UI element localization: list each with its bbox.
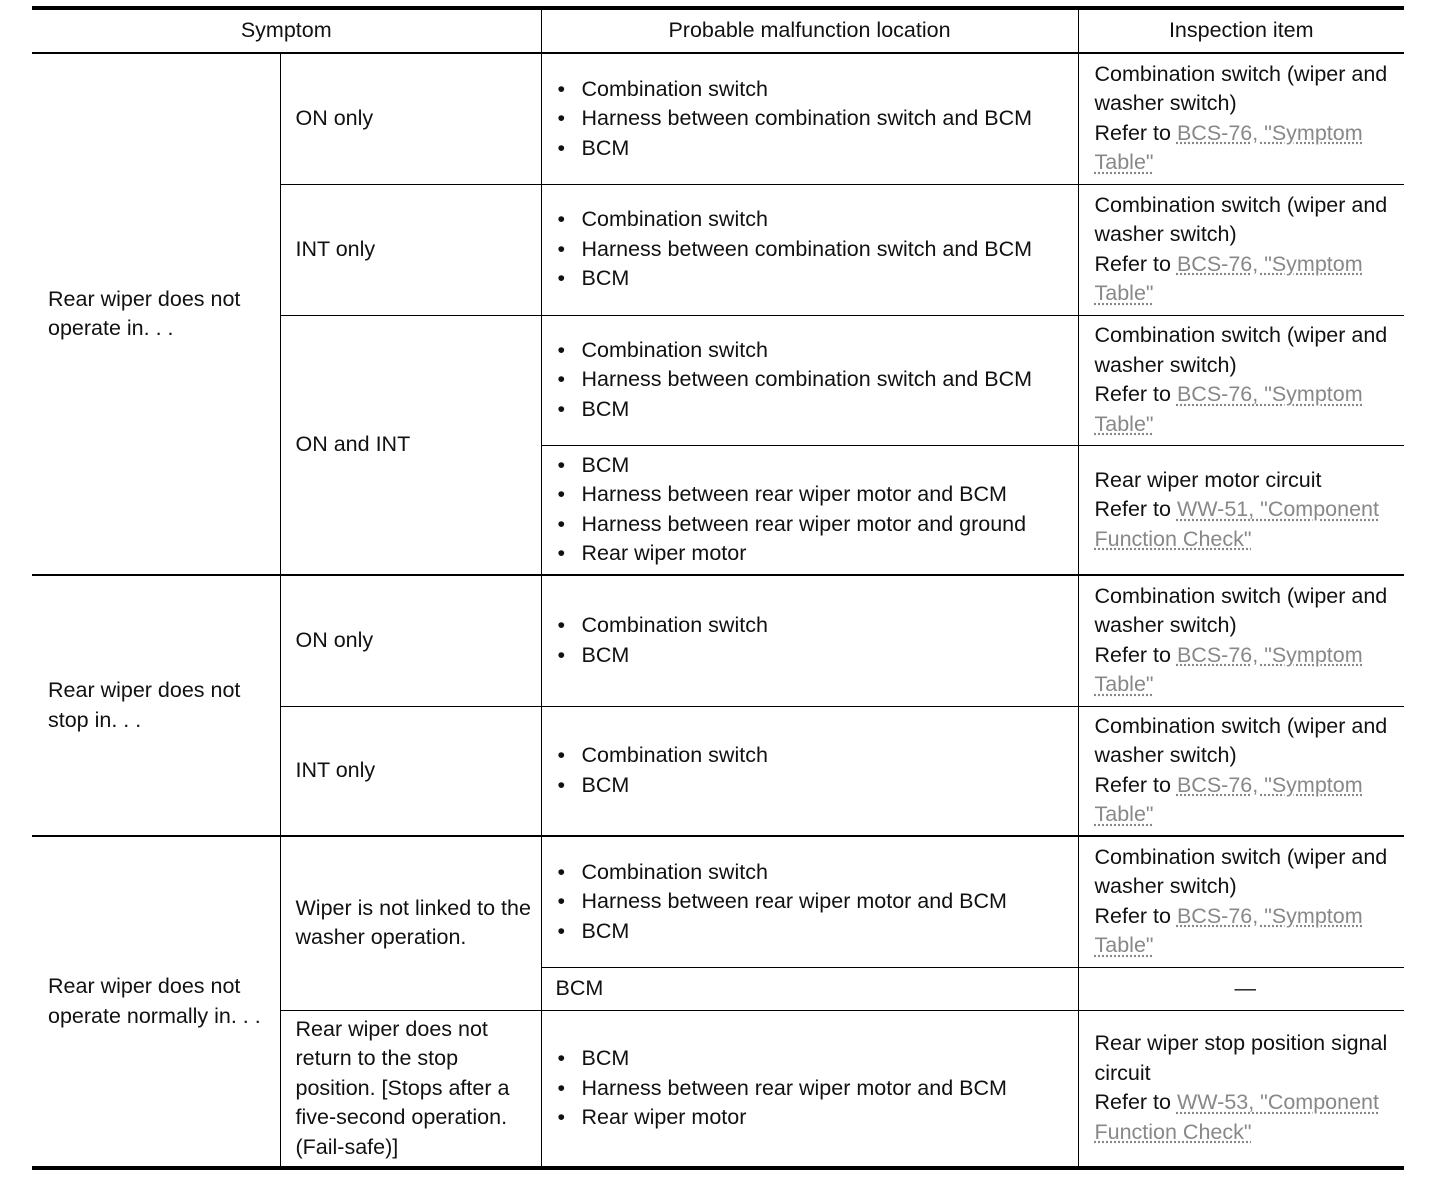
bullet-icon: • (557, 135, 566, 160)
location-text: BCM (581, 918, 630, 943)
location-item (556, 451, 1070, 481)
condition-cell: Rear wiper does not return to the stop position. [Stops after a five-second operation. (Fail-safe)] (280, 1010, 541, 1168)
location-list (556, 611, 1070, 670)
reference-link[interactable]: BCS-76, "Symptom Table" (1094, 642, 1363, 697)
inspection-cell (1078, 836, 1404, 967)
bullet-icon: • (557, 207, 566, 232)
bullet-icon: • (557, 482, 566, 507)
condition-cell: Wiper is not linked to the washer operation. (280, 836, 541, 1010)
location-item (556, 887, 1070, 917)
inspection-cell (1078, 315, 1404, 445)
location-list (556, 858, 1070, 947)
bullet-icon: • (557, 236, 566, 261)
location-list (556, 336, 1070, 425)
location-cell (541, 575, 1078, 706)
refer-text: Refer to (1094, 251, 1171, 276)
bullet-icon: • (557, 541, 566, 566)
table-row (32, 53, 1404, 184)
location-text: Combination switch (581, 337, 768, 362)
condition-cell: INT only (280, 184, 541, 315)
symptom-cell: Rear wiper does not stop in. . . (32, 575, 280, 836)
location-item (556, 75, 1070, 105)
table-row (32, 836, 1404, 967)
location-item (556, 917, 1070, 947)
location-list (556, 741, 1070, 800)
location-text: Combination switch (581, 76, 768, 101)
location-list (556, 1044, 1070, 1133)
location-text: BCM (581, 135, 630, 160)
symptom-cell: Rear wiper does not operate normally in. . . (32, 836, 280, 1168)
location-item (556, 264, 1070, 294)
location-item (556, 235, 1070, 265)
reference-link[interactable]: BCS-76, "Symptom Table" (1094, 772, 1363, 827)
location-item (556, 205, 1070, 235)
bullet-icon: • (557, 266, 566, 291)
location-list (556, 75, 1070, 164)
location-text: BCM (581, 266, 630, 291)
reference-link[interactable]: WW-53, "Component Function Check" (1094, 1090, 1379, 1144)
bullet-icon: • (557, 743, 566, 768)
location-item (556, 611, 1070, 641)
location-text: BCM (581, 396, 630, 421)
inspection-text: Combination switch (wiper and washer switch) (1094, 323, 1388, 377)
bullet-icon: • (557, 337, 566, 362)
reference-link[interactable]: BCS-76, "Symptom Table" (1094, 251, 1363, 305)
location-item (556, 134, 1070, 164)
location-item (556, 1044, 1070, 1074)
bullet-icon: • (557, 859, 566, 884)
inspection-cell (1078, 575, 1404, 706)
location-text: Combination switch (581, 743, 768, 768)
inspection-text: Combination switch (wiper and washer switch) (1094, 844, 1388, 899)
location-cell: BCM (541, 967, 1078, 1010)
location-list (556, 451, 1070, 569)
location-cell (541, 315, 1078, 445)
location-item (556, 510, 1070, 540)
bullet-icon: • (557, 1046, 566, 1070)
location-text: Combination switch (581, 859, 768, 884)
refer-text: Refer to (1094, 1090, 1171, 1115)
bullet-icon: • (557, 918, 566, 943)
location-list (556, 205, 1070, 294)
reference-link[interactable]: WW-51, "Component Function Check" (1094, 497, 1379, 551)
inspection-text: Rear wiper motor circuit (1094, 467, 1322, 492)
location-text: BCM (581, 1046, 630, 1070)
inspection-text: Combination switch (wiper and washer switch) (1094, 713, 1388, 768)
bullet-icon: • (557, 613, 566, 638)
bullet-icon: • (557, 889, 566, 913)
inspection-cell (1078, 1010, 1404, 1168)
location-text: Harness between combination switch and BCM (581, 367, 1033, 392)
header-location: Probable malfunction location (541, 8, 1078, 53)
reference-link[interactable]: BCS-76, "Symptom Table" (1094, 120, 1363, 175)
inspection-text: Combination switch (wiper and washer switch) (1094, 61, 1388, 116)
location-text: Rear wiper motor (581, 1105, 747, 1129)
reference-link[interactable]: BCS-76, "Symptom Table" (1094, 903, 1363, 958)
inspection-cell (1078, 53, 1404, 184)
refer-text: Refer to (1094, 642, 1171, 667)
location-text: Combination switch (581, 207, 768, 232)
bullet-icon: • (557, 106, 566, 130)
location-item (556, 641, 1070, 671)
inspection-cell (1078, 706, 1404, 836)
inspection-cell (1078, 445, 1404, 575)
location-text: Harness between combination switch and BCM (581, 106, 1033, 130)
location-text: Rear wiper motor (581, 541, 747, 566)
location-item (556, 858, 1070, 888)
location-text: BCM (581, 642, 630, 667)
condition-cell: ON and INT (280, 315, 541, 575)
location-item (556, 1074, 1070, 1104)
location-cell (541, 706, 1078, 836)
inspection-text: Combination switch (wiper and washer switch) (1094, 583, 1388, 638)
header-row (32, 8, 1404, 53)
location-item (556, 480, 1070, 510)
location-item (556, 104, 1070, 134)
inspection-cell (1078, 184, 1404, 315)
location-text: Combination switch (581, 613, 768, 638)
header-symptom: Symptom (32, 8, 541, 53)
bullet-icon: • (557, 367, 566, 392)
refer-text: Refer to (1094, 772, 1171, 797)
reference-link[interactable]: BCS-76, "Symptom Table" (1094, 382, 1363, 436)
location-cell (541, 53, 1078, 184)
location-text: Harness between rear wiper motor and BCM (581, 482, 1007, 507)
location-text: Harness between rear wiper motor and ground (581, 511, 1027, 536)
condition-cell: INT only (280, 706, 541, 836)
bullet-icon: • (557, 396, 566, 421)
location-item (556, 365, 1070, 395)
location-text: Harness between rear wiper motor and BCM (581, 1075, 1007, 1100)
bullet-icon: • (557, 772, 566, 797)
location-cell (541, 445, 1078, 575)
location-item (556, 395, 1070, 425)
location-item (556, 741, 1070, 771)
condition-cell: ON only (280, 53, 541, 184)
inspection-text: Combination switch (wiper and washer switch) (1094, 192, 1388, 246)
location-item (556, 1103, 1070, 1133)
location-item (556, 336, 1070, 366)
location-item (556, 539, 1070, 569)
condition-cell: ON only (280, 575, 541, 706)
refer-text: Refer to (1094, 497, 1171, 521)
location-text: BCM (581, 772, 630, 797)
table-row (32, 575, 1404, 706)
location-text: BCM (581, 452, 630, 477)
location-item (556, 771, 1070, 801)
symptom-table (32, 6, 1404, 1170)
refer-text: Refer to (1094, 382, 1171, 406)
header-inspection: Inspection item (1078, 8, 1404, 53)
refer-text: Refer to (1094, 120, 1171, 145)
location-text: Harness between combination switch and BCM (581, 236, 1033, 261)
inspection-cell-empty: — (1078, 967, 1404, 1010)
symptom-cell: Rear wiper does not operate in. . . (32, 53, 280, 575)
bullet-icon: • (557, 76, 566, 101)
location-text: Harness between rear wiper motor and BCM (581, 889, 1007, 913)
bullet-icon: • (557, 1105, 566, 1129)
inspection-text: Rear wiper stop position signal circuit (1094, 1031, 1388, 1085)
refer-text: Refer to (1094, 903, 1171, 928)
bullet-icon: • (557, 511, 566, 536)
bullet-icon: • (557, 642, 566, 667)
location-cell (541, 836, 1078, 967)
bullet-icon: • (557, 452, 566, 477)
location-cell (541, 184, 1078, 315)
location-cell (541, 1010, 1078, 1168)
bullet-icon: • (557, 1075, 566, 1100)
